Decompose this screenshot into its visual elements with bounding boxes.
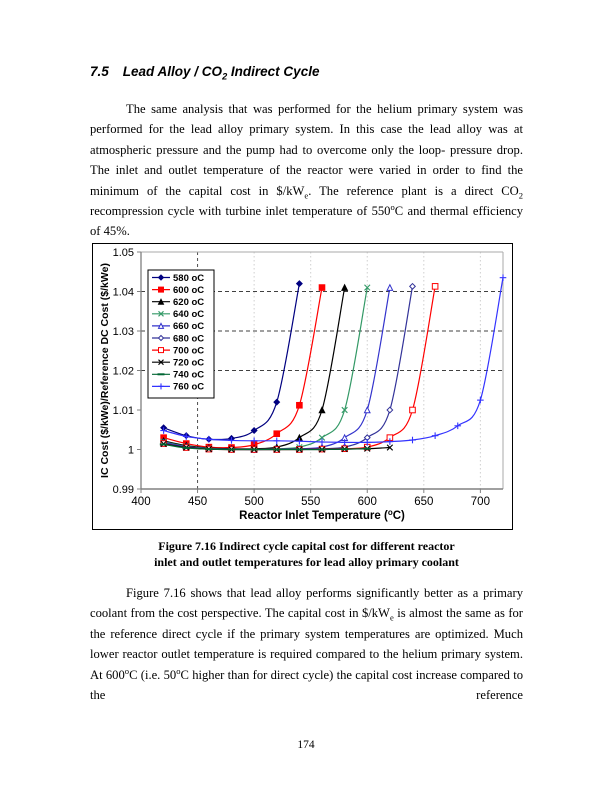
- svg-text:1.04: 1.04: [112, 286, 134, 299]
- svg-text:450: 450: [187, 496, 208, 508]
- svg-text:580 oC: 580 oC: [173, 272, 205, 284]
- y-axis-title: IC Cost ($/kWe)/Reference DC Cost ($/kWe): [99, 263, 111, 478]
- section-title: Lead Alloy / $CO_2$ Indirect Cycle: [122, 64, 320, 82]
- svg-text:620 oC: 620 oC: [173, 297, 205, 308]
- figure-7-16-chart: [92, 243, 513, 530]
- svg-text:600 oC: 600 oC: [173, 284, 205, 296]
- chart-legend: [148, 270, 214, 398]
- svg-text:740 oC: 740 oC: [173, 369, 205, 381]
- svg-text:760 oC: 760 oC: [173, 381, 205, 393]
- svg-text:0.99: 0.99: [112, 483, 134, 496]
- svg-text:700: 700: [470, 496, 490, 508]
- page-number: 174: [297, 739, 315, 751]
- svg-text:550: 550: [301, 496, 321, 508]
- svg-text:400: 400: [131, 496, 151, 508]
- paragraph-2: Figure 7.16 shows that lead alloy performs significantly better as a primary coolant from the cost perspective. The capital cost in $\$/kW_e$ is almost the same as for the reference direct cycle if the primary system temperatures are optimized. Much lower reactor outlet temperature is required compared to the helium primary system. At 600$^o$C (i.e. 50$^o$C higher than for direct cycle) the capital cost increase compared to the reference: [90, 586, 524, 703]
- svg-text:1.02: 1.02: [112, 365, 134, 378]
- svg-text:640 oC: 640 oC: [173, 309, 205, 321]
- figure-caption: [90, 539, 523, 570]
- paragraph-1: The same analysis that was performed for the helium primary system was performed for the lead alloy primary system. In this case the lead alloy was at atmospheric pressure and the pump had to overcome only the loop- pressure drop. The inlet and outlet temperature of the reactor were varied in order to find the minimum of the capital cost in $\$/kW_e$. The reference plant is a direct $CO_2$ recompression cycle with turbine inlet temperature of 550$^o$C and thermal efficiency of 45%.: [90, 102, 524, 239]
- svg-text:1: 1: [127, 444, 134, 457]
- svg-text:720 oC: 720 oC: [173, 357, 205, 369]
- section-heading: [90, 64, 530, 82]
- svg-text:1.01: 1.01: [112, 404, 134, 417]
- svg-text:650: 650: [414, 496, 434, 508]
- section-number: 7.5: [90, 64, 109, 79]
- svg-text:1.05: 1.05: [112, 246, 134, 259]
- svg-text:680 oC: 680 oC: [173, 333, 205, 345]
- svg-text:1.03: 1.03: [112, 325, 134, 338]
- svg-text:600: 600: [357, 496, 377, 508]
- svg-text:660 oC: 660 oC: [173, 321, 205, 333]
- chart-canvas: [93, 244, 511, 528]
- x-axis-title: Reactor Inlet Temperature ($^o$C): [239, 508, 405, 522]
- svg-text:700 oC: 700 oC: [173, 345, 205, 357]
- svg-text:500: 500: [244, 496, 264, 508]
- figure-caption-line-1: Figure 7.16 Indirect cycle capital cost for different reactor: [158, 539, 455, 553]
- figure-caption-line-2: inlet and outlet temperatures for lead alloy primary coolant: [154, 554, 459, 569]
